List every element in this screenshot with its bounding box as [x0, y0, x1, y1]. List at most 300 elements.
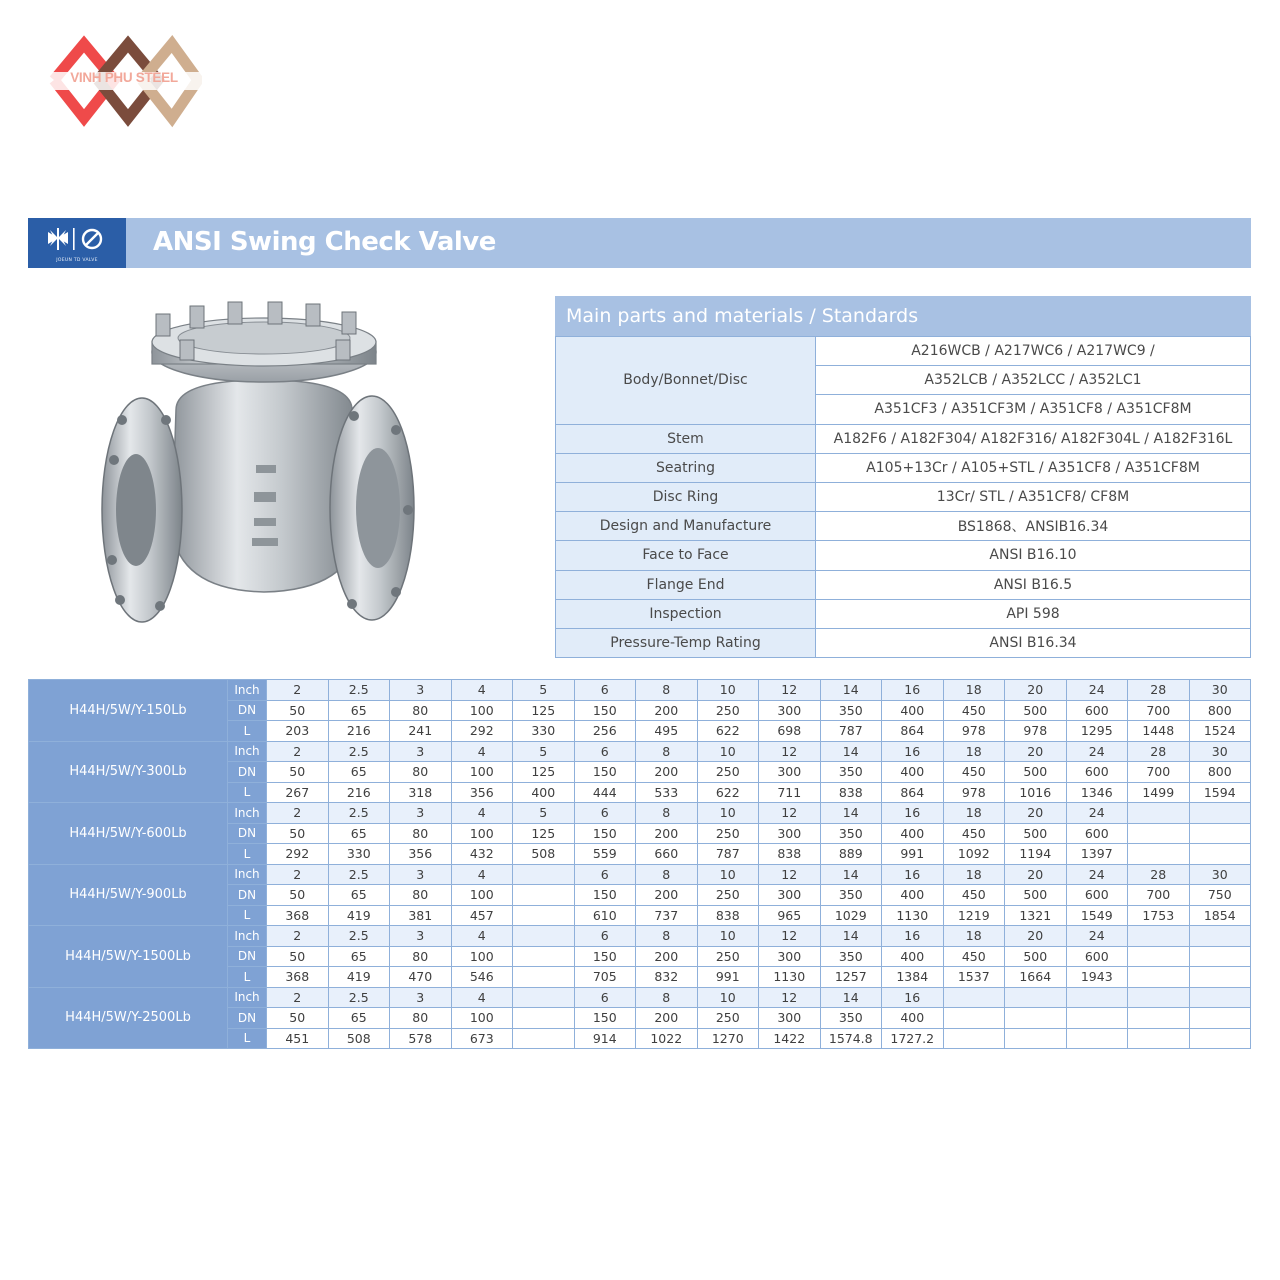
material-value: ANSI B16.5 [816, 570, 1251, 599]
dimension-cell: 1594 [1189, 782, 1251, 803]
dimension-row-inch [29, 987, 1251, 1008]
dimension-cell: 1549 [1066, 905, 1128, 926]
dimension-cell [513, 1008, 575, 1029]
model-label: H44H/5W/Y-150Lb [29, 680, 228, 742]
material-value: ANSI B16.10 [816, 541, 1251, 570]
row-label-inch: Inch [228, 864, 267, 885]
dimension-cell: 150 [574, 885, 636, 906]
dimension-cell: 16 [882, 864, 944, 885]
dimension-cell: 2.5 [328, 803, 390, 824]
dimension-cell: 673 [451, 1028, 513, 1049]
dimension-cell: 100 [451, 700, 513, 721]
dimension-cell [1189, 1028, 1251, 1049]
dimension-cell: 350 [820, 823, 882, 844]
dimension-cell: 2 [267, 926, 329, 947]
materials-panel [555, 296, 1251, 662]
materials-row [556, 337, 1251, 366]
dimension-row-inch [29, 741, 1251, 762]
dimension-cell: 20 [1005, 680, 1067, 701]
dimension-cell: 14 [820, 741, 882, 762]
dimension-cell [1189, 926, 1251, 947]
dimension-cell: 1092 [943, 844, 1005, 865]
dimension-cell: 20 [1005, 864, 1067, 885]
material-value: A216WCB / A217WC6 / A217WC9 / [816, 337, 1251, 366]
dimension-cell: 200 [636, 946, 698, 967]
dimension-cell: 10 [697, 741, 759, 762]
dimension-cell: 10 [697, 926, 759, 947]
model-label: H44H/5W/Y-900Lb [29, 864, 228, 926]
dimension-cell: 600 [1066, 700, 1128, 721]
dimension-cell [1128, 803, 1190, 824]
dimension-cell: 65 [328, 885, 390, 906]
dimension-cell: 500 [1005, 700, 1067, 721]
dimension-cell: 6 [574, 926, 636, 947]
dimension-cell: 5 [513, 680, 575, 701]
dimension-cell: 400 [882, 700, 944, 721]
dimension-cell: 100 [451, 885, 513, 906]
dimension-cell: 622 [697, 721, 759, 742]
dimension-cell: 100 [451, 946, 513, 967]
dimension-cell: 1397 [1066, 844, 1128, 865]
dimension-cell: 4 [451, 741, 513, 762]
material-value: BS1868、ANSIB16.34 [816, 512, 1251, 541]
dimension-cell: 250 [697, 1008, 759, 1029]
dimension-cell: 368 [267, 967, 329, 988]
dimension-cell: 24 [1066, 864, 1128, 885]
dimension-cell: 65 [328, 823, 390, 844]
dimension-cell: 16 [882, 926, 944, 947]
dimension-cell: 330 [513, 721, 575, 742]
dimension-cell [943, 1008, 1005, 1029]
dimension-cell: 125 [513, 762, 575, 783]
materials-row [556, 570, 1251, 599]
dimension-cell: 2 [267, 803, 329, 824]
dimension-cell: 318 [390, 782, 452, 803]
dimension-cell: 18 [943, 926, 1005, 947]
dimension-cell [513, 967, 575, 988]
dimension-cell [1128, 926, 1190, 947]
dimension-cell: 2 [267, 987, 329, 1008]
dimension-cell: 6 [574, 987, 636, 1008]
material-part-label: Body/Bonnet/Disc [556, 337, 816, 425]
dimension-cell: 100 [451, 1008, 513, 1029]
dimension-cell: 400 [882, 946, 944, 967]
dimension-cell: 200 [636, 762, 698, 783]
dimension-cell [1128, 946, 1190, 967]
dimension-row-inch [29, 926, 1251, 947]
dimension-cell: 1384 [882, 967, 944, 988]
dimension-cell: 700 [1128, 700, 1190, 721]
dimension-cell: 150 [574, 1008, 636, 1029]
dimension-cell: 8 [636, 987, 698, 1008]
dimension-cell: 6 [574, 680, 636, 701]
dimension-cell: 610 [574, 905, 636, 926]
dimension-cell: 368 [267, 905, 329, 926]
dimension-cell: 450 [943, 885, 1005, 906]
dimension-cell: 28 [1128, 741, 1190, 762]
dimension-cell [1066, 1008, 1128, 1029]
material-value: 13Cr/ STL / A351CF8/ CF8M [816, 482, 1251, 511]
material-part-label: Design and Manufacture [556, 512, 816, 541]
dimension-cell: 3 [390, 926, 452, 947]
materials-row [556, 453, 1251, 482]
dimension-cell: 787 [820, 721, 882, 742]
dimension-cell [1128, 823, 1190, 844]
dimension-cell: 12 [759, 680, 821, 701]
dimension-cell: 50 [267, 823, 329, 844]
dimension-cell: 4 [451, 926, 513, 947]
dimension-cell: 1727.2 [882, 1028, 944, 1049]
dimension-cell: 10 [697, 803, 759, 824]
dimension-cell: 18 [943, 803, 1005, 824]
dimension-cell: 3 [390, 680, 452, 701]
row-label-l: L [228, 905, 267, 926]
dimension-cell: 14 [820, 803, 882, 824]
dimension-cell: 432 [451, 844, 513, 865]
dimension-cell [943, 1028, 1005, 1049]
dimension-cell: 356 [451, 782, 513, 803]
model-label: H44H/5W/Y-600Lb [29, 803, 228, 865]
dimension-cell: 660 [636, 844, 698, 865]
row-label-dn: DN [228, 762, 267, 783]
dimension-cell: 125 [513, 700, 575, 721]
materials-row [556, 424, 1251, 453]
dimension-cell: 10 [697, 680, 759, 701]
dimension-cell: 1194 [1005, 844, 1067, 865]
dimension-cell: 838 [820, 782, 882, 803]
dimension-cell: 250 [697, 700, 759, 721]
dimension-cell: 18 [943, 864, 1005, 885]
dimension-cell: 508 [328, 1028, 390, 1049]
dimension-cell: 600 [1066, 885, 1128, 906]
dimension-cell: 1219 [943, 905, 1005, 926]
dimension-cell: 5 [513, 803, 575, 824]
dimension-cell: 6 [574, 864, 636, 885]
brand-text: JOEUN TD VALVE [56, 258, 98, 263]
dimension-cell: 2 [267, 680, 329, 701]
dimension-cell: 1448 [1128, 721, 1190, 742]
dimension-cell: 50 [267, 700, 329, 721]
logo-text: VINH PHU STEEL [70, 70, 178, 85]
dimension-cell: 2.5 [328, 864, 390, 885]
dimension-cell: 350 [820, 1008, 882, 1029]
dimension-cell: 1854 [1189, 905, 1251, 926]
dimension-cell [1005, 1028, 1067, 1049]
dimension-cell: 419 [328, 967, 390, 988]
dimension-cell: 80 [390, 700, 452, 721]
dimension-cell [1128, 1028, 1190, 1049]
dimension-cell: 200 [636, 1008, 698, 1029]
dimension-cell [513, 987, 575, 1008]
material-part-label: Pressure-Temp Rating [556, 628, 816, 657]
dimension-cell: 4 [451, 864, 513, 885]
material-value: A351CF3 / A351CF3M / A351CF8 / A351CF8M [816, 395, 1251, 424]
dimension-cell: 12 [759, 987, 821, 1008]
dimension-cell: 1346 [1066, 782, 1128, 803]
material-part-label: Face to Face [556, 541, 816, 570]
dimension-cell: 1943 [1066, 967, 1128, 988]
dimension-cell: 457 [451, 905, 513, 926]
dimension-cell: 559 [574, 844, 636, 865]
dimension-cell: 2 [267, 741, 329, 762]
material-value: API 598 [816, 599, 1251, 628]
dimension-cell: 600 [1066, 823, 1128, 844]
dimension-cell: 1321 [1005, 905, 1067, 926]
dimension-cell: 12 [759, 741, 821, 762]
dimension-cell [1128, 967, 1190, 988]
dimension-cell: 1574.8 [820, 1028, 882, 1049]
dimension-cell: 578 [390, 1028, 452, 1049]
dimension-row-inch [29, 803, 1251, 824]
dimension-cell: 6 [574, 803, 636, 824]
dimension-cell: 750 [1189, 885, 1251, 906]
row-label-l: L [228, 844, 267, 865]
dimension-cell: 300 [759, 1008, 821, 1029]
dimension-cell: 400 [882, 762, 944, 783]
dimension-cell [513, 1028, 575, 1049]
dimension-cell [513, 864, 575, 885]
material-value: A182F6 / A182F304/ A182F316/ A182F304L / A182F316L [816, 424, 1251, 453]
dimension-cell: 600 [1066, 762, 1128, 783]
dimension-cell: 864 [882, 782, 944, 803]
dimension-cell: 150 [574, 946, 636, 967]
dimension-cell [513, 885, 575, 906]
dimension-cell [1189, 987, 1251, 1008]
dimension-cell: 2.5 [328, 680, 390, 701]
dimension-cell: 356 [390, 844, 452, 865]
material-value: A352LCB / A352LCC / A352LC1 [816, 366, 1251, 395]
material-value: A105+13Cr / A105+STL / A351CF8 / A351CF8M [816, 453, 1251, 482]
dimension-cell: 24 [1066, 803, 1128, 824]
dimension-cell: 216 [328, 721, 390, 742]
dimension-cell: 8 [636, 864, 698, 885]
dimension-cell: 700 [1128, 885, 1190, 906]
dimension-cell: 300 [759, 946, 821, 967]
dimension-cell: 200 [636, 885, 698, 906]
dimension-cell: 838 [697, 905, 759, 926]
dimension-cell: 125 [513, 823, 575, 844]
dimension-cell: 200 [636, 700, 698, 721]
dimension-cell: 30 [1189, 864, 1251, 885]
dimension-cell [943, 987, 1005, 1008]
dimension-row-inch [29, 680, 1251, 701]
dimension-cell: 14 [820, 864, 882, 885]
dimension-cell: 450 [943, 700, 1005, 721]
dimension-cell: 50 [267, 1008, 329, 1029]
materials-row [556, 512, 1251, 541]
dimension-cell: 241 [390, 721, 452, 742]
dimension-cell: 250 [697, 885, 759, 906]
dimension-cell: 838 [759, 844, 821, 865]
materials-heading: Main parts and materials / Standards [555, 296, 1251, 336]
dimension-cell: 12 [759, 926, 821, 947]
dimension-cell [1005, 987, 1067, 1008]
dimension-cell: 1257 [820, 967, 882, 988]
dimension-cell: 80 [390, 823, 452, 844]
dimension-cell: 787 [697, 844, 759, 865]
dimension-cell: 65 [328, 946, 390, 967]
dimension-cell: 10 [697, 864, 759, 885]
dimension-cell: 737 [636, 905, 698, 926]
materials-row [556, 599, 1251, 628]
dimension-cell: 546 [451, 967, 513, 988]
dimension-cell: 3 [390, 803, 452, 824]
dimension-cell: 4 [451, 987, 513, 1008]
dimension-cell: 50 [267, 762, 329, 783]
dimension-cell: 350 [820, 762, 882, 783]
dimension-cell: 300 [759, 762, 821, 783]
dimension-cell: 16 [882, 741, 944, 762]
dimension-cell: 80 [390, 1008, 452, 1029]
dimension-cell: 8 [636, 680, 698, 701]
dimension-cell: 250 [697, 946, 759, 967]
row-label-inch: Inch [228, 987, 267, 1008]
dimension-cell: 65 [328, 700, 390, 721]
dimension-cell: 4 [451, 803, 513, 824]
dimension-cell: 500 [1005, 762, 1067, 783]
dimension-cell: 24 [1066, 741, 1128, 762]
material-part-label: Seatring [556, 453, 816, 482]
dimension-cell: 350 [820, 946, 882, 967]
dimension-cell: 864 [882, 721, 944, 742]
dimension-cell: 200 [636, 823, 698, 844]
dimension-cell: 419 [328, 905, 390, 926]
dimension-cell: 2.5 [328, 741, 390, 762]
dimension-cell: 991 [882, 844, 944, 865]
dimension-cell [513, 926, 575, 947]
dimension-cell [513, 905, 575, 926]
dimension-cell [1005, 1008, 1067, 1029]
material-part-label: Inspection [556, 599, 816, 628]
dimension-cell: 1524 [1189, 721, 1251, 742]
materials-row [556, 482, 1251, 511]
dimension-cell: 80 [390, 762, 452, 783]
dimension-cell: 1753 [1128, 905, 1190, 926]
dimension-cell: 3 [390, 864, 452, 885]
dimension-cell: 500 [1005, 885, 1067, 906]
dimension-cell: 914 [574, 1028, 636, 1049]
dimension-cell: 20 [1005, 803, 1067, 824]
dimension-cell: 711 [759, 782, 821, 803]
materials-table [555, 336, 1251, 658]
dimension-cell: 150 [574, 823, 636, 844]
model-label: H44H/5W/Y-2500Lb [29, 987, 228, 1049]
row-label-inch: Inch [228, 680, 267, 701]
dimension-cell: 100 [451, 823, 513, 844]
dimension-cell: 3 [390, 741, 452, 762]
dimension-cell: 6 [574, 741, 636, 762]
row-label-l: L [228, 1028, 267, 1049]
dimension-cell: 450 [943, 823, 1005, 844]
dimension-cell: 30 [1189, 741, 1251, 762]
dimension-cell: 1537 [943, 967, 1005, 988]
dimension-cell: 350 [820, 700, 882, 721]
dimension-cell: 20 [1005, 926, 1067, 947]
dimension-cell: 216 [328, 782, 390, 803]
dimension-cell: 50 [267, 946, 329, 967]
dimension-cell: 1130 [882, 905, 944, 926]
dimension-cell: 14 [820, 680, 882, 701]
dimension-cell [1189, 946, 1251, 967]
dimension-cell: 250 [697, 823, 759, 844]
materials-row [556, 628, 1251, 657]
dimension-cell: 508 [513, 844, 575, 865]
dimension-cell: 400 [882, 823, 944, 844]
dimension-cell: 1016 [1005, 782, 1067, 803]
row-label-l: L [228, 721, 267, 742]
dimension-row-inch [29, 864, 1251, 885]
dimension-cell: 65 [328, 762, 390, 783]
dimension-cell: 8 [636, 741, 698, 762]
materials-row [556, 541, 1251, 570]
dimension-cell: 8 [636, 926, 698, 947]
dimension-cell: 30 [1189, 680, 1251, 701]
dimension-cell: 24 [1066, 680, 1128, 701]
dimension-cell: 18 [943, 741, 1005, 762]
title-banner [28, 218, 1251, 268]
row-label-dn: DN [228, 1008, 267, 1029]
dimension-cell: 991 [697, 967, 759, 988]
dimension-cell: 80 [390, 885, 452, 906]
dimension-cell [1066, 1028, 1128, 1049]
row-label-l: L [228, 782, 267, 803]
dimension-cell: 16 [882, 680, 944, 701]
dimension-cell: 203 [267, 721, 329, 742]
dimension-cell: 400 [882, 885, 944, 906]
dimension-cell: 698 [759, 721, 821, 742]
material-part-label: Flange End [556, 570, 816, 599]
dimension-cell: 1029 [820, 905, 882, 926]
dimension-cell: 400 [882, 1008, 944, 1029]
dimension-cell: 2.5 [328, 926, 390, 947]
dimension-cell: 24 [1066, 926, 1128, 947]
dimension-cell [1189, 823, 1251, 844]
dimension-table [28, 679, 1251, 1049]
dimension-cell: 705 [574, 967, 636, 988]
dimension-cell: 2 [267, 864, 329, 885]
dimension-cell: 300 [759, 700, 821, 721]
dimension-cell: 12 [759, 864, 821, 885]
dimension-cell: 965 [759, 905, 821, 926]
model-label: H44H/5W/Y-300Lb [29, 741, 228, 803]
dimension-cell: 600 [1066, 946, 1128, 967]
dimension-cell: 28 [1128, 680, 1190, 701]
dimension-cell: 80 [390, 946, 452, 967]
material-value: ANSI B16.34 [816, 628, 1251, 657]
swing-check-valve-image [96, 300, 432, 630]
dimension-cell [1066, 987, 1128, 1008]
row-label-dn: DN [228, 823, 267, 844]
dimension-cell: 350 [820, 885, 882, 906]
dimension-cell: 1295 [1066, 721, 1128, 742]
dimension-cell: 533 [636, 782, 698, 803]
dimension-cell: 5 [513, 741, 575, 762]
dimension-cell [1128, 1008, 1190, 1029]
dimension-cell: 1270 [697, 1028, 759, 1049]
dimension-cell: 1499 [1128, 782, 1190, 803]
dimension-cell: 292 [451, 721, 513, 742]
dimension-cell: 500 [1005, 946, 1067, 967]
dimension-cell: 16 [882, 987, 944, 1008]
dimension-cell: 4 [451, 680, 513, 701]
row-label-inch: Inch [228, 926, 267, 947]
dimension-cell: 1422 [759, 1028, 821, 1049]
row-label-inch: Inch [228, 803, 267, 824]
dimension-cell: 8 [636, 803, 698, 824]
dimension-cell: 14 [820, 926, 882, 947]
dimension-cell: 978 [1005, 721, 1067, 742]
dimension-cell: 28 [1128, 864, 1190, 885]
